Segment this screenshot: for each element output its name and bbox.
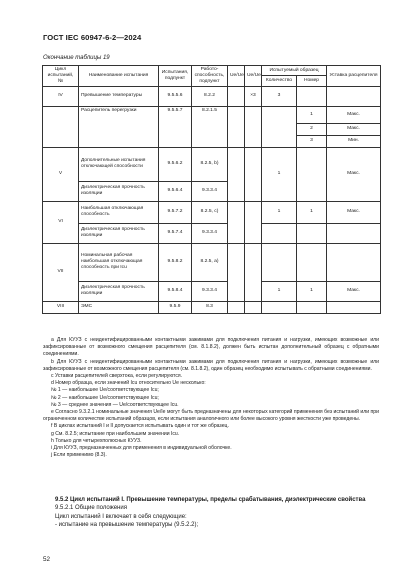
footnote: j Если применимо (8.3). bbox=[51, 452, 107, 459]
footnotes bbox=[43, 337, 379, 459]
col-num: Номер bbox=[297, 76, 327, 86]
cell-name: Наибольшая отключающая способность bbox=[79, 201, 159, 223]
cell-cycle: VIII bbox=[43, 301, 79, 313]
cell-qty bbox=[262, 243, 297, 281]
cell-qty: 3 bbox=[262, 86, 297, 106]
cell-ua bbox=[228, 147, 245, 201]
cell-cycle: VII bbox=[43, 243, 79, 301]
cell-setting: Макс. bbox=[327, 123, 381, 135]
cell-ua bbox=[228, 86, 245, 106]
cell-num: 3 bbox=[297, 135, 327, 147]
cell-method: 9.5.7.4 bbox=[159, 223, 192, 243]
cell-method: 9.5.6.2 bbox=[159, 147, 192, 181]
cell-setting: Макс. bbox=[327, 201, 381, 223]
cell-method: 9.5.7.2 bbox=[159, 201, 192, 223]
cell-num: 1 bbox=[297, 106, 327, 123]
footnote: a Для КУУЗ с неидентифицированными контактными зажимами для подключения питания и нагрузки, имеющих возможные или зафиксированные от возможного смещения расцепителя (см. 8.1.8.2), должен быть испытан дополнительный образец с обратными соединениями. bbox=[43, 337, 379, 358]
col-samples: Испытуемый образец bbox=[262, 66, 327, 76]
footnote: № 2 — наибольшее Ue/соответствующее Icu; bbox=[51, 394, 159, 401]
cell-ub bbox=[245, 147, 262, 201]
col-name: Наименование испытания bbox=[79, 66, 159, 87]
cell-setting bbox=[327, 243, 381, 281]
cell-qty bbox=[262, 106, 297, 147]
footnote: h Только для четырехполюсных КУУЗ. bbox=[51, 437, 142, 444]
cell-setting bbox=[327, 301, 381, 313]
col-qty: Количество bbox=[262, 76, 297, 86]
cell-name: Расцепитель перегрузки bbox=[79, 106, 159, 147]
cell-name: Диэлектрическая прочность изоляции bbox=[79, 223, 159, 243]
cell-ub: ×3 bbox=[245, 86, 262, 106]
cell-cycle: IV bbox=[43, 86, 79, 106]
col-ua: Uе/Uе bbox=[228, 66, 245, 87]
cell-name: Дополнительные испытания отключающей способности bbox=[79, 147, 159, 181]
cell-cycle bbox=[43, 106, 79, 147]
cell-capacity: 9.3.3.4 bbox=[192, 181, 228, 201]
col-setting: Уставка расцепителя bbox=[327, 66, 381, 87]
cell-setting bbox=[327, 223, 381, 243]
table-continuation-label: Окончание таблицы 19 bbox=[43, 55, 110, 61]
table-row bbox=[43, 281, 381, 301]
cell-capacity: 8.2.5, b) bbox=[192, 147, 228, 181]
table-row bbox=[43, 147, 381, 181]
cell-cycle: V bbox=[43, 147, 79, 201]
table-row bbox=[43, 86, 381, 106]
section-text bbox=[43, 496, 379, 530]
paragraph: Цикл испытаний I включает в себя следующие: bbox=[55, 513, 187, 520]
col-capacity: Работо-способность, подпункт bbox=[192, 66, 228, 87]
table-row bbox=[43, 301, 381, 313]
cell-method: 9.5.6.4 bbox=[159, 181, 192, 201]
cell-qty: 1 bbox=[262, 147, 297, 201]
footnote: d Номер образца, если значений Icu относительно Ue несколько: bbox=[51, 380, 206, 387]
cell-name: ЭМС bbox=[79, 301, 159, 313]
cell-qty bbox=[262, 223, 297, 243]
cell-method: 9.5.5.7 bbox=[159, 106, 192, 147]
cell-ua bbox=[228, 201, 245, 243]
cell-setting: Макс. bbox=[327, 147, 381, 201]
cell-method: 9.5.8.2 bbox=[159, 243, 192, 281]
cell-ua bbox=[228, 243, 245, 301]
cell-cycle: VI bbox=[43, 201, 79, 243]
cell-capacity: 8.2.2 bbox=[192, 86, 228, 106]
cell-name: Диэлектрическая прочность изоляции bbox=[79, 181, 159, 201]
footnote: i Для КУУЗ, предназначенных для применения в индивидуальной оболочке. bbox=[51, 445, 232, 452]
paragraph: - испытание на превышение температуры (9.5.2.2); bbox=[55, 522, 199, 529]
cell-method: 9.5.9 bbox=[159, 301, 192, 313]
cell-qty: 1 bbox=[262, 281, 297, 301]
cell-name: Превышение температуры bbox=[79, 86, 159, 106]
cell-setting: Мин. bbox=[327, 135, 381, 147]
cell-num: 2 bbox=[297, 123, 327, 135]
cell-num bbox=[297, 147, 327, 201]
cell-num bbox=[297, 301, 327, 313]
cell-setting: Макс. bbox=[327, 281, 381, 301]
cell-setting bbox=[327, 86, 381, 106]
paragraph: 9.5.2.1 Общие положения bbox=[55, 505, 127, 512]
cell-num bbox=[297, 223, 327, 243]
table-row bbox=[43, 201, 381, 223]
test-sequence-table bbox=[42, 65, 381, 314]
cell-name: Диэлектрическая прочность изоляции bbox=[79, 281, 159, 301]
col-cycle: Цикл испытаний, № bbox=[43, 66, 79, 87]
cell-setting: Макс. bbox=[327, 106, 381, 123]
document-code: ГОСТ IEC 60947-6-2—2024 bbox=[43, 33, 142, 42]
cell-method: 9.5.5.6 bbox=[159, 86, 192, 106]
cell-ub bbox=[245, 243, 262, 301]
table-header-row bbox=[43, 66, 381, 76]
cell-capacity: 8.2.5, a) bbox=[192, 243, 228, 281]
cell-num: 1 bbox=[297, 281, 327, 301]
cell-capacity: 9.3.3.4 bbox=[192, 281, 228, 301]
footnote: f В циклах испытаний I и II допускается испытывать один и тот же образец. bbox=[51, 423, 229, 430]
cell-ub bbox=[245, 106, 262, 147]
table-row bbox=[43, 223, 381, 243]
footnote: № 3 — среднее значения — Ue/соответствующее Icu. bbox=[51, 401, 179, 408]
cell-ub bbox=[245, 201, 262, 243]
footnote: b Для КУУЗ с неидентифицированными контактными зажимами для подключения питания и нагрузки, имеющих возможные или зафиксированные от возможного смещения расцепителя (см. 8.1.8.2), один образец необходимо испытывать с обратными соединениями. bbox=[43, 358, 379, 372]
col-ub: Uе/Uе bbox=[245, 66, 262, 87]
cell-ub bbox=[245, 301, 262, 313]
cell-capacity: 9.3.3.4 bbox=[192, 223, 228, 243]
footnote: e Согласно 9.3.2.1 номинальные значения Ue/Ie могут быть предназначены для некоторых категорий применения без испытаний или при ограниченном количестве испытаний образцов, если испытания аналогичного или более высокого уровня жесткости уже проведены. bbox=[43, 409, 379, 423]
section-heading: 9.5.2 Цикл испытаний I. Превышение температуры, пределы срабатывания, диэлектрические свойства bbox=[55, 497, 366, 503]
table-row bbox=[43, 243, 381, 281]
cell-method: 9.5.8.4 bbox=[159, 281, 192, 301]
cell-ua bbox=[228, 106, 245, 147]
col-method: Испытания, подпункт bbox=[159, 66, 192, 87]
footnote: № 1 — наибольшее Ue/соответствующее Icu; bbox=[51, 387, 159, 394]
cell-ua bbox=[228, 301, 245, 313]
cell-num: 1 bbox=[297, 201, 327, 223]
cell-capacity: 8.3 bbox=[192, 301, 228, 313]
footnote: g См. 8.2.5; испытание при наибольшем значении Icu. bbox=[51, 430, 180, 437]
cell-qty bbox=[262, 301, 297, 313]
page-number: 52 bbox=[43, 556, 51, 563]
cell-name: Номинальная рабочая наибольшая отключающая способность при Icu bbox=[79, 243, 159, 281]
cell-capacity: 8.2.1.5 bbox=[192, 106, 228, 147]
footnote: c Уставки расцепителей сверхтока, если регулируются. bbox=[51, 373, 183, 380]
cell-num bbox=[297, 86, 327, 106]
cell-num bbox=[297, 243, 327, 281]
table-row bbox=[43, 106, 381, 123]
cell-qty: 1 bbox=[262, 201, 297, 223]
cell-capacity: 8.2.5, c) bbox=[192, 201, 228, 223]
